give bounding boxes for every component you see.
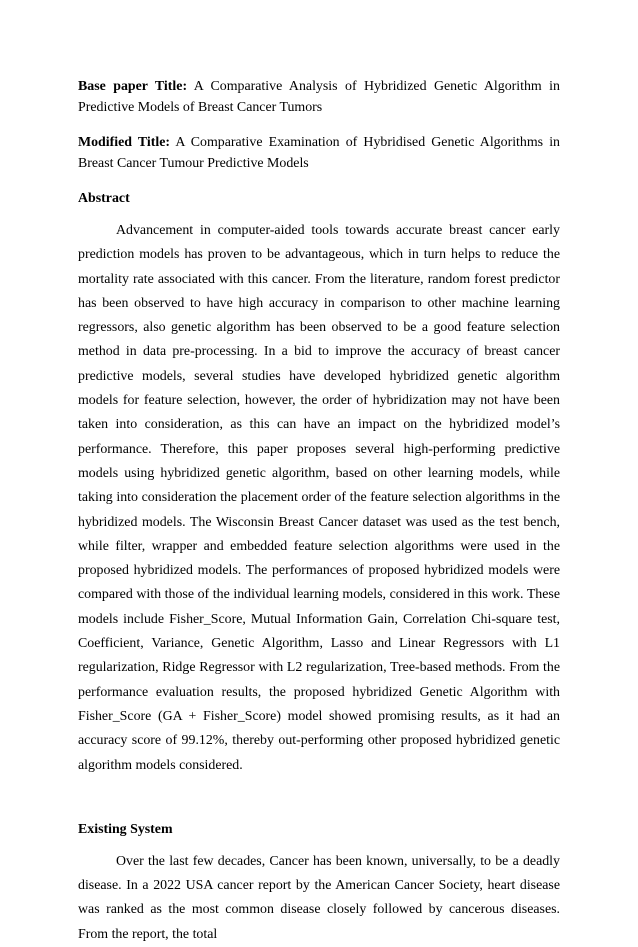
document-page [78, 76, 560, 947]
section-spacer [78, 778, 560, 819]
modified-title-text: A Comparative Examination of Hybridised Genetic Algorithms in Breast Cancer Tumour Predictive Models [78, 135, 560, 171]
base-paper-title [78, 76, 560, 118]
modified-title-label: Modified Title: [78, 135, 171, 150]
abstract-heading: Abstract [78, 191, 130, 206]
existing-system-heading: Existing System [78, 821, 173, 837]
base-paper-title-text: A Comparative Analysis of Hybridized Genetic Algorithm in Predictive Models of Breast Cancer Tumors [78, 79, 560, 115]
base-paper-title-label: Base paper Title: [78, 79, 188, 94]
abstract-body: Advancement in computer-aided tools towards accurate breast cancer early prediction models has proven to be advantageous, which in turn helps to reduce the mortality rate associated with this cancer. From the literature, random forest predictor has been observed to have high accuracy in comparison to other machine learning regressors, also genetic algorithm has been observed to be a good feature selection method in data pre-processing. In a bid to improve the accuracy of breast cancer predictive models, several studies have developed hybridized genetic algorithm models for feature selection, however, the order of hybridization may not have been taken into consideration, as this can have an impact on the hybridized model’s performance. Therefore, this paper proposes several high-performing predictive models using hybridized genetic algorithm, based on other learning models, while taking into consideration the placement order of the feature selection algorithms in the hybridized models. The Wisconsin Breast Cancer dataset was used as the test bench, while filter, wrapper and embedded feature selection algorithms were used in the proposed hybridized models. The performances of proposed hybridized models were compared with those of the individual learning models, considered in this work. These models include Fisher_Score, Mutual Information Gain, Correlation Chi-square test, Coefficient, Variance, Genetic Algorithm, Lasso and Linear Regressors with L1 regularization, Ridge Regressor with L2 regularization, Tree-based methods. From the performance evaluation results, the proposed hybridized Genetic Algorithm with Fisher_Score (GA + Fisher_Score) model showed promising results, as it had an accuracy score of 99.12%, thereby out-performing other proposed hybridized genetic algorithm models considered. [78, 223, 560, 773]
existing-system-body: Over the last few decades, Cancer has been known, universally, to be a deadly disease. In a 2022 USA cancer report by the American Cancer Society, heart disease was ranked as the most common disease closely followed by cancerous diseases. From the report, the total [78, 853, 560, 942]
modified-title [78, 132, 560, 174]
